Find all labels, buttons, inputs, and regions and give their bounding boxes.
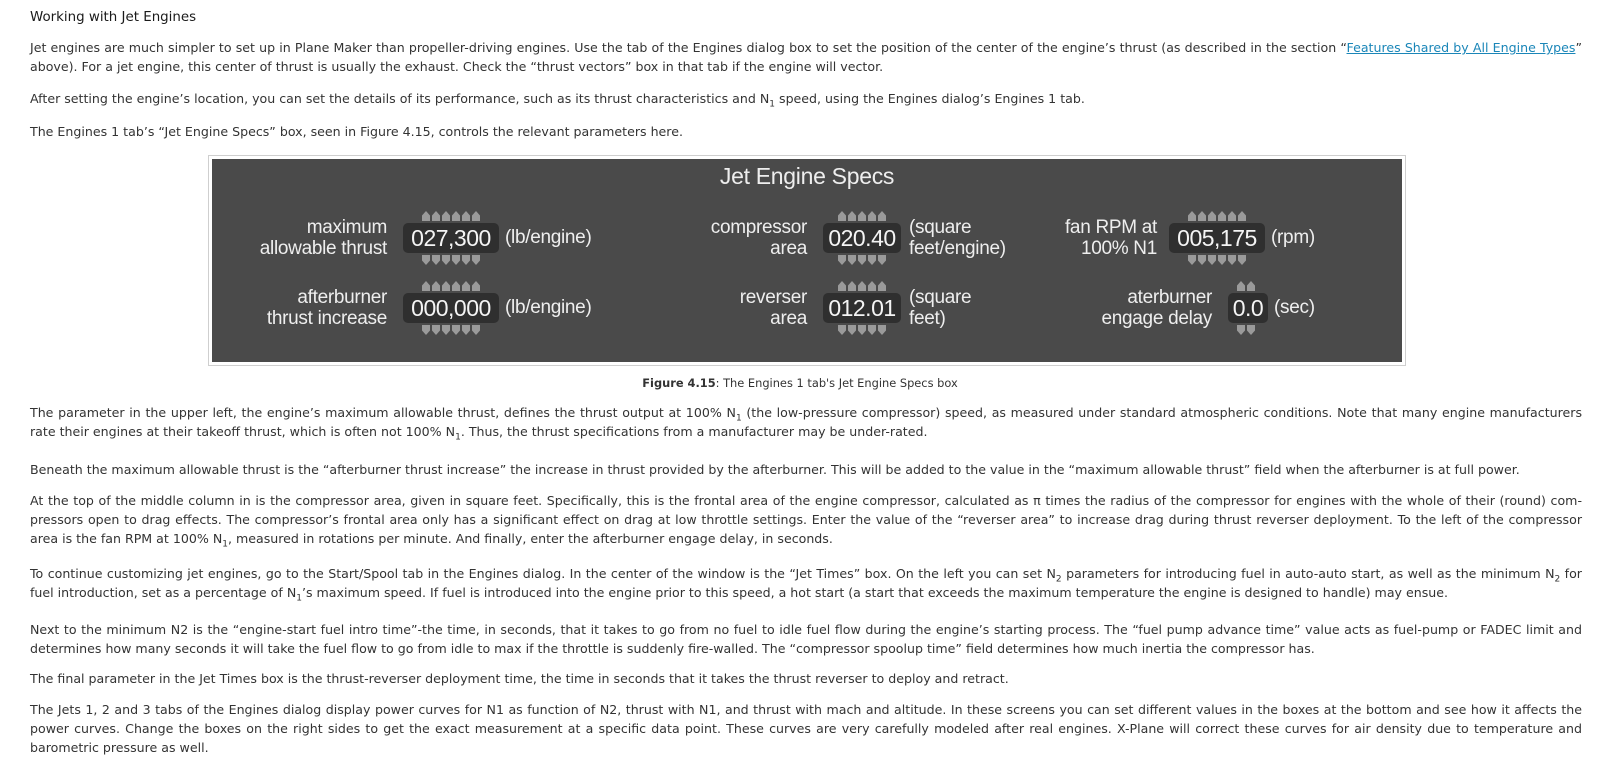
compressor-area-increment-arrows[interactable] [826, 211, 898, 221]
fan-rpm-label: fan RPM at 100% N1 [1064, 217, 1157, 259]
fan-rpm-decrement-arrows[interactable] [1174, 255, 1260, 265]
figure-jet-engine-specs [208, 155, 1406, 366]
paragraph-fuel-intro: Next to the minimum N2 is the “engine-start fuel intro time”-the time, in seconds, that it takes to go from no fuel to idle fuel flow during the engine’s starting process. The “fuel pump advance time” value acts as fuel-pump or FADEC limit and determines how many seconds it will take the fuel flow to go from idle to max if the throttle is suddenly fire-walled. The “compressor spoolup time” field determines how much inertia the compressor has. [30, 622, 1582, 656]
ab-delay-increment-arrows[interactable] [1234, 281, 1258, 291]
fan-rpm-unit: (rpm) [1271, 227, 1315, 248]
section-heading: Working with Jet Engines [30, 10, 197, 25]
compressor-area-field[interactable]: 020.40 [823, 223, 901, 253]
paragraph-start-spool: To continue customizing jet engines, go to the Start/Spool tab in the Engines dialog. In the center of the window is the “Jet Times” box. On the left you can set $N_2$ parameters for introducing fuel in auto-auto start, as well as the minimum $N_2$ for fuel introduction, set as a percentage of $N_1’s$ maximum speed. If fuel is introduced into the engine prior to this speed, a hot start (a start that exceeds the maximum temperature the engine is designed to handle) may ensue. [30, 566, 1582, 604]
ab-delay-field[interactable]: 0.0 [1228, 293, 1268, 323]
features-shared-link[interactable]: Features Shared by All Engine Types [1346, 40, 1576, 55]
reverser-area-decrement-arrows[interactable] [826, 325, 898, 335]
reverser-area-unit: (square feet) [909, 287, 972, 329]
max-thrust-label: maximum allowable thrust [259, 217, 387, 259]
jet-engine-specs-panel [212, 159, 1402, 362]
ab-delay-label: aterburner engage delay [1101, 287, 1212, 329]
compressor-area-unit: (square feet/engine) [909, 217, 1006, 259]
max-thrust-field[interactable]: 027,300 [403, 223, 499, 253]
ab-thrust-field[interactable]: 000,000 [403, 293, 499, 323]
fan-rpm-field[interactable]: 005,175 [1169, 223, 1265, 253]
compressor-area-decrement-arrows[interactable] [826, 255, 898, 265]
reverser-area-label: reverser area [739, 287, 807, 329]
paragraph-intro-3: The Engines 1 tab’s “Jet Engine Specs” box, seen in Figure 4.15, controls the relevant parameters here. [30, 124, 683, 139]
paragraph-intro-1: Jet engines are much simpler to set up in Plane Maker than propeller-driving engines. Use the tab of the Engines dialog box to set the position of the center of the engine’s thrust (as described in the section “Features Shared by All Engine Types” above). For a jet engine, this center of thrust is usually the exhaust. Check the “thrust vectors” box in that tab if the engine will vector. [30, 40, 1582, 74]
ab-delay-unit: (sec) [1274, 297, 1315, 318]
ab-thrust-label: afterburner thrust increase [266, 287, 387, 329]
paragraph-reverser-time: The final parameter in the Jet Times box is the thrust-reverser deployment time, the time in seconds that it takes the thrust reverser to deploy and retract. [30, 671, 1009, 686]
paragraph-compressor: At the top of the middle column in is the compressor area, given in square feet. Specifically, this is the frontal area of the engine compressor, calculated as π times the radius of the compressor for engines with the whole of their (round) com- pressors open to drag effects. The compressor’s frontal area only has a significant effect on drag at low throttle settings. Enter the value of the “reverser area” to increase drag during thrust reverser deployment. To the left of the compressor area is the fan RPM at 100% $N_1$, measured in rotations per minute. And finally, enter the afterburner engage delay, in seconds. [30, 493, 1582, 550]
max-thrust-decrement-arrows[interactable] [408, 255, 494, 265]
panel-title: Jet Engine Specs [719, 163, 895, 189]
compressor-area-label: compressor area [710, 217, 807, 259]
ab-thrust-increment-arrows[interactable] [408, 281, 494, 291]
paragraph-max-thrust: The parameter in the upper left, the engine’s maximum allowable thrust, defines the thrust output at 100% $N_1$ (the low-pressure compressor) speed, as measured under standard atmospheric conditions. Note that many engine manufacturers rate their engines at their takeoff thrust, which is often not 100% $N_1$. Thus, the thrust specifications from a manufacturer may be under-rated. [30, 405, 1582, 443]
ab-delay-decrement-arrows[interactable] [1234, 325, 1258, 335]
figure-caption: Figure 4.15: The Engines 1 tab's Jet Engine Specs box [642, 376, 958, 390]
max-thrust-unit: (lb/engine) [505, 227, 592, 248]
fan-rpm-increment-arrows[interactable] [1174, 211, 1260, 221]
paragraph-power-curves: The Jets 1, 2 and 3 tabs of the Engines dialog display power curves for N1 as function of N2, thrust with N1, and thrust with mach and altitude. In these screens you can set different values in the boxes at the bottom and see how it affects the power curves. Change the boxes on the right sides to get the exact measurement at a specific data point. These curves are very carefully modeled after real engines. X-Plane will correct these curves for air density due to temperature and barometric pressure as well. [30, 702, 1582, 755]
reverser-area-field[interactable]: 012.01 [823, 293, 901, 323]
ab-thrust-decrement-arrows[interactable] [408, 325, 494, 335]
reverser-area-increment-arrows[interactable] [826, 281, 898, 291]
max-thrust-increment-arrows[interactable] [408, 211, 494, 221]
ab-thrust-unit: (lb/engine) [505, 297, 592, 318]
paragraph-intro-2: After setting the engine’s location, you can set the details of its performance, such as its thrust characteristics and $N_1$ speed, using the Engines dialog’s Engines 1 tab. [30, 91, 1085, 110]
paragraph-afterburner: Beneath the maximum allowable thrust is the “afterburner thrust increase” the increase in thrust provided by the afterburner. This will be added to the value in the “maximum allowable thrust” field when the afterburner is at full power. [30, 462, 1520, 477]
